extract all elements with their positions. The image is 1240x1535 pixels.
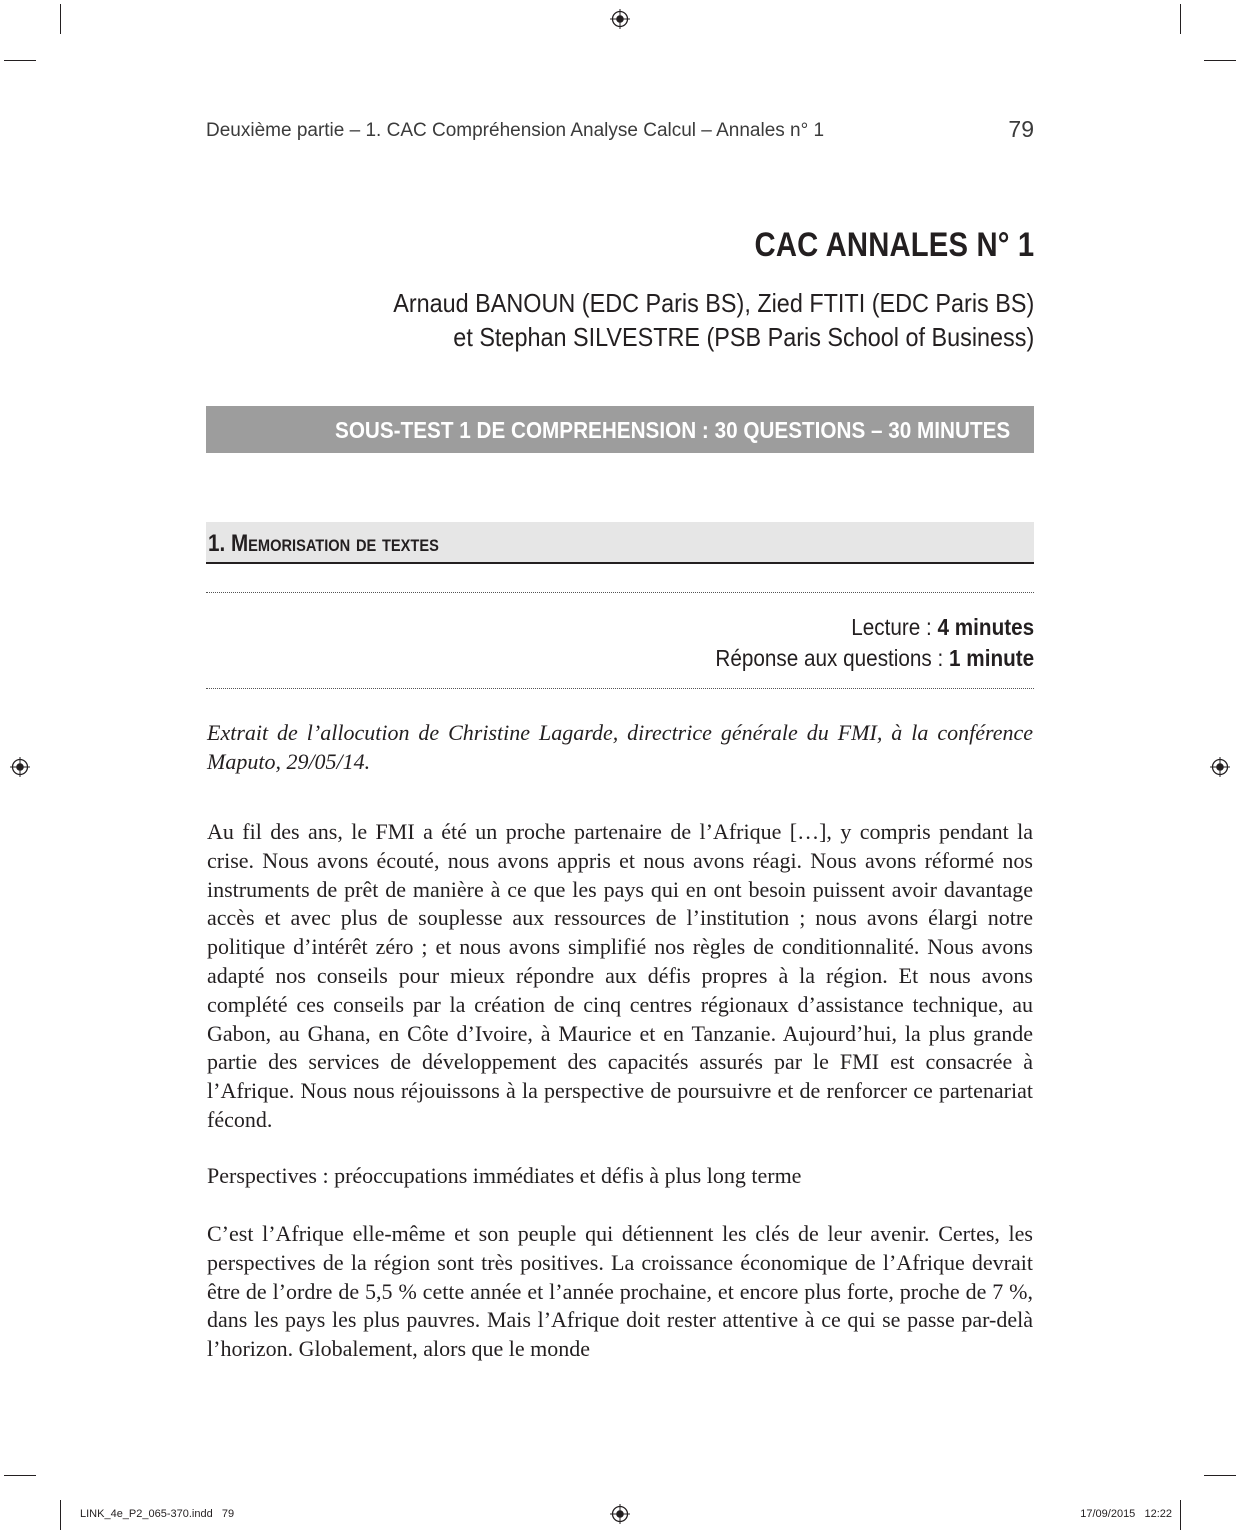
crop-mark [4, 60, 36, 61]
reading-time: Lecture : 4 minutes [851, 614, 1034, 640]
section-heading [206, 522, 1034, 564]
registration-mark-icon [610, 9, 630, 29]
authors-line: et Stephan SILVESTRE (PSB Paris School of Business) [453, 322, 1034, 352]
crop-mark [4, 1475, 36, 1476]
running-head-title: Deuxième partie – 1. CAC Compréhension Analyse Calcul – Annales n° 1 [206, 120, 825, 141]
crop-mark [60, 4, 61, 34]
authors-line: Arnaud BANOUN (EDC Paris BS), Zied FTITI (EDC Paris BS) [392, 288, 1034, 318]
chapter-title: CAC ANNALES N° 1 [754, 226, 1034, 264]
body-subheading: Perspectives : préoccupations immédiates et défis à plus long terme [207, 1163, 802, 1188]
page-number: 79 [1008, 116, 1034, 142]
section-title: 1. Memorisation de textes [208, 530, 439, 557]
crop-mark [1180, 1500, 1181, 1530]
crop-mark [1180, 4, 1181, 34]
registration-mark-icon [1210, 757, 1230, 777]
divider [206, 688, 1034, 689]
subtest-banner [206, 406, 1034, 453]
registration-mark-icon [10, 757, 30, 777]
timing-info [715, 612, 1034, 674]
crop-mark [60, 1500, 61, 1530]
footer-file-info: LINK_4e_P2_065-370.indd 79 [80, 1508, 235, 1520]
body-paragraph: Au fil des ans, le FMI a été un proche partenaire de l’Afrique […], y compris pendant la crise. Nous avons écouté, nous avons appris et nous avons réagi. Nous avons réformé nos instruments de prêt de manière à ce que les pays qui en ont besoin puissent avoir davantage accès et avec plus de souplesse aux ressources de l’institution ; nous avons élargi notre politique d’intérêt zéro ; et nous avons simplifié nos règles de conditionnalité. Nous avons adapté nos conseils pour mieux répondre aux défis propres à la région. Et nous avons complété ces conseils par la création de cinq centres régionaux d’assistance technique, au Gabon, au Ghana, en Côte d’Ivoire, à Maurice et en Tanzanie. Aujourd’hui, la plus grande partie des services de développement des capacités assurés par le FMI est consacrée à l’Afrique. Nous nous réjouissons à la perspective de poursuivre et de renforcer ce partenariat fécond. [207, 819, 1033, 1132]
subtest-banner-label: SOUS-TEST 1 DE COMPREHENSION : 30 QUESTIONS – 30 MINUTES [334, 417, 1010, 443]
running-head [206, 118, 1034, 144]
footer-date-time: 17/09/2015 12:22 [1080, 1508, 1172, 1520]
crop-mark [1204, 1475, 1236, 1476]
body-paragraph: C’est l’Afrique elle-même et son peuple qui détiennent les clés de leur avenir. Certes, les perspectives de la région sont très positives. La croissance économique de l’Afrique devrait être de l’ordre de 5,5 % cette année et l’année prochaine, et encore plus forte, proche de 7 %, dans les pays les plus pauvres. Mais l’Afrique doit rester attentive à ce qui se passe par-delà l’horizon. Globalement, alors que le monde [207, 1221, 1033, 1362]
divider [206, 592, 1034, 593]
crop-mark [1204, 60, 1236, 61]
answer-time: Réponse aux questions : 1 minute [715, 645, 1034, 671]
registration-mark-icon [610, 1504, 630, 1524]
chapter-authors [393, 286, 1034, 354]
excerpt-caption: Extrait de l’allocution de Christine Lagarde, directrice générale du FMI, à la conférence Maputo, 29/05/14. [207, 720, 1033, 774]
